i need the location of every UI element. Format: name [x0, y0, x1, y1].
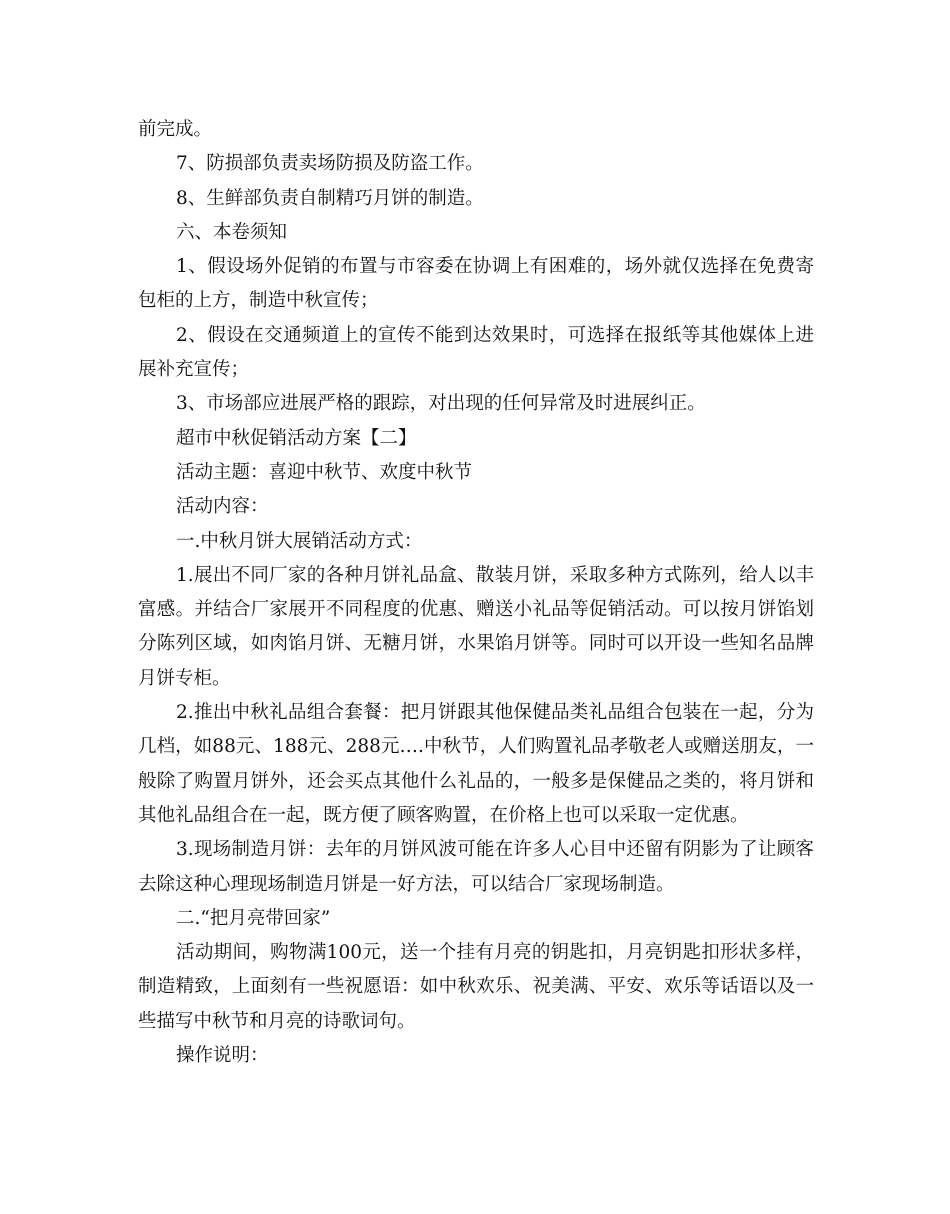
paragraph-item-7: 7、防损部负责卖场防损及防盗工作。 — [176, 153, 484, 175]
paragraph-sale-2: 2.推出中秋礼品组合套餐：把月饼跟其他保健品类礼品组合包装在一起，分为几档，如88元、188元、288元….中秋节，人们购置礼品孝敬老人或赠送朋友，一般除了购置月饼外，还会买点其他什么礼品的，一般多是保健品之类的，将月饼和其他礼品组合在一起，既方便了顾客购置，在价格上也可以采取一定优惠。 — [138, 702, 814, 826]
section-heading-bring-moon-home: 二.“把月亮带回家” — [176, 907, 331, 929]
operation-notes-heading: 操作说明： — [176, 1045, 269, 1067]
paragraph-sale-3: 3.现场制造月饼：去年的月饼风波可能在许多人心目中还留有阴影为了让顾客去除这种心理现场制造月饼是一好方法，可以结合厂家现场制造。 — [138, 839, 814, 895]
paragraph-note-3: 3、市场部应进展严格的跟踪，对出现的任何异常及时进展纠正。 — [176, 393, 706, 415]
paragraph-note-1: 1、假设场外促销的布置与市容委在协调上有困难的，场外就仅选择在免费寄包柜的上方，制造中秋宣传； — [138, 256, 814, 312]
paragraph-item-8: 8、生鲜部负责自制精巧月饼的制造。 — [176, 187, 484, 209]
plan-title-two: 超市中秋促销活动方案【二】 — [176, 427, 417, 449]
paragraph-continuation: 前完成。 — [138, 119, 213, 140]
section-heading-notes: 六、本卷须知 — [176, 221, 288, 243]
document-body — [138, 113, 814, 1073]
section-heading-mooncake-sale: 一.中秋月饼大展销活动方式： — [176, 530, 423, 552]
activity-content-heading: 活动内容： — [176, 496, 269, 518]
paragraph-sale-1: 1.展出不同厂家的各种月饼礼品盒、散装月饼，采取多种方式陈列，给人以丰富感。并结合厂家展开不同程度的优惠、赠送小礼品等促销活动。可以按月饼馅划分陈列区域，如肉馅月饼、无糖月饼，水果馅月饼等。同时可以开设一些知名品牌月饼专柜。 — [138, 564, 814, 689]
activity-theme: 活动主题：喜迎中秋节、欢度中秋节 — [176, 461, 473, 483]
paragraph-note-2: 2、假设在交通频道上的宣传不能到达效果时，可选择在报纸等其他媒体上进展补充宣传； — [138, 324, 814, 381]
paragraph-moon-keychain: 活动期间，购物满100元，送一个挂有月亮的钥匙扣，月亮钥匙扣形状多样，制造精致，上面刻有一些祝愿语：如中秋欢乐、祝美满、平安、欢乐等话语以及一些描写中秋节和月亮的诗歌词句。 — [138, 942, 814, 1032]
